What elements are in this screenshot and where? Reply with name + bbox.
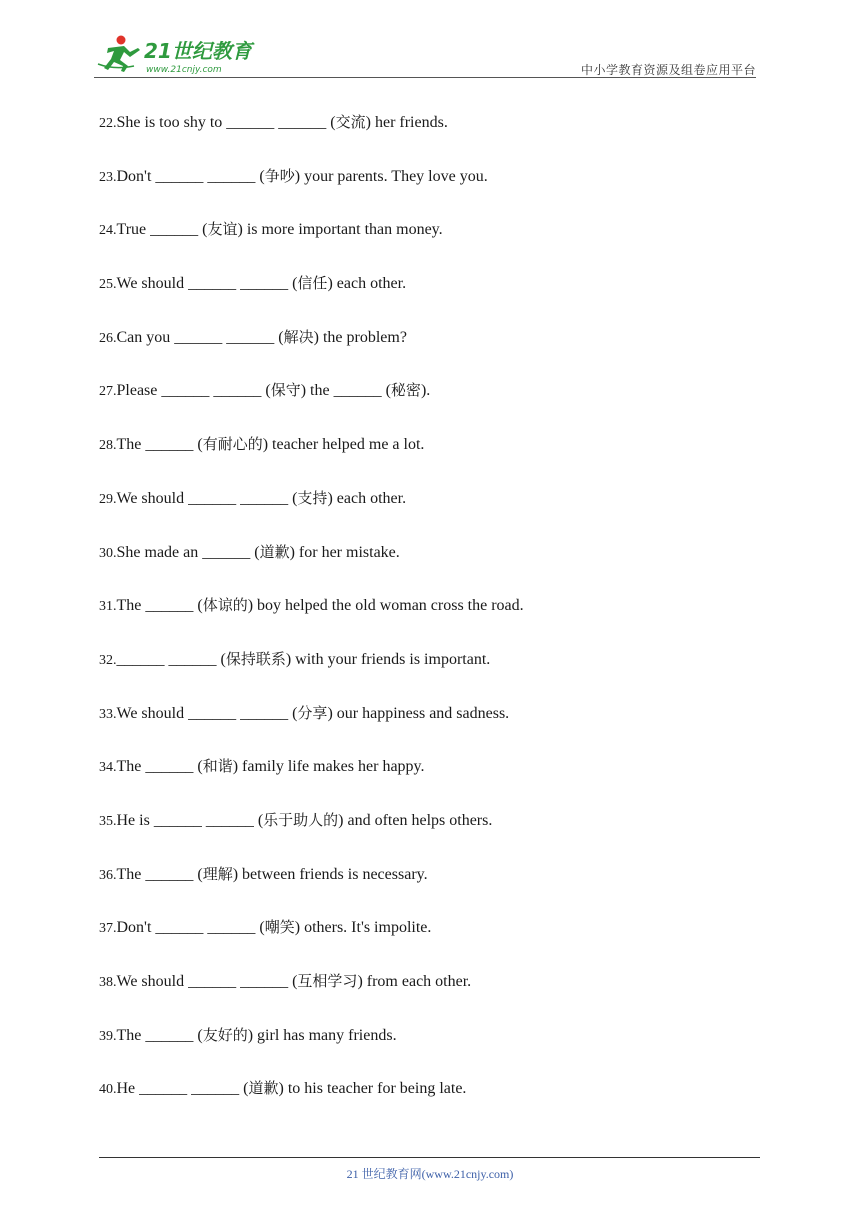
- question-item: [99, 703, 759, 757]
- question-text: ) to his teacher for being late.: [278, 1080, 467, 1098]
- question-number: 39.: [99, 1028, 117, 1044]
- question-number: 35.: [99, 813, 117, 829]
- runner-logo-icon: [94, 34, 264, 76]
- question-text: ) from each other.: [357, 973, 472, 990]
- chinese-hint: 道歉: [259, 542, 290, 561]
- chinese-hint: 嘲笑: [264, 918, 295, 937]
- question-number: 37.: [99, 921, 117, 937]
- chinese-hint: 道歉: [248, 1079, 279, 1098]
- question-text: Can you ______ ______ (: [116, 328, 284, 346]
- question-text: ) for her mistake.: [289, 543, 400, 561]
- question-item: [99, 1078, 759, 1132]
- logo-text: 21世纪教育: [144, 39, 252, 63]
- chinese-hint: 互相学习: [297, 972, 358, 990]
- question-item: [99, 434, 759, 488]
- question-number: 40.: [99, 1082, 117, 1098]
- question-item: [99, 917, 759, 971]
- question-text: ) each other.: [327, 489, 407, 507]
- question-number: 34.: [99, 760, 117, 776]
- header-divider: [94, 77, 756, 78]
- question-number: 36.: [99, 867, 117, 883]
- question-number: 27.: [99, 384, 117, 400]
- question-item: [99, 595, 759, 649]
- chinese-hint: 解决: [283, 327, 314, 346]
- chinese-hint: 友谊: [207, 220, 238, 239]
- chinese-hint: 友好的: [202, 1025, 248, 1044]
- question-text: We should ______ ______ (: [116, 704, 298, 722]
- question-text: True ______ (: [116, 221, 208, 239]
- question-text: ) others. It's impolite.: [294, 919, 432, 937]
- question-text: ) with your friends is important.: [285, 650, 491, 668]
- question-text: The ______ (: [116, 758, 203, 776]
- question-text: The ______ (: [116, 597, 203, 615]
- question-text: He is ______ ______ (: [116, 811, 264, 829]
- question-text: ) the problem?: [313, 328, 407, 346]
- question-text: ) is more important than money.: [237, 221, 443, 239]
- question-item: [99, 810, 759, 864]
- question-text: Please ______ ______ (: [116, 382, 271, 400]
- question-number: 22.: [99, 116, 117, 131]
- logo-url-text: www.21cnjy.com: [146, 65, 222, 75]
- question-item: [99, 649, 759, 703]
- footer-divider: [99, 1157, 760, 1158]
- question-number: 28.: [99, 438, 117, 454]
- question-text: The ______ (: [116, 1026, 203, 1044]
- question-text: ).: [420, 382, 431, 400]
- question-item: [99, 488, 759, 542]
- question-item: [99, 327, 759, 381]
- question-number: 26.: [99, 330, 117, 346]
- footer-source: 21 世纪教育网(www.21cnjy.com): [346, 1167, 514, 1181]
- question-item: [99, 273, 759, 327]
- platform-name: 中小学教育资源及组卷应用平台: [580, 63, 756, 77]
- chinese-hint: 信任: [297, 274, 328, 293]
- question-text: ) your parents. They love you.: [294, 167, 488, 185]
- question-item: [99, 112, 759, 166]
- question-number: 33.: [99, 706, 117, 722]
- chinese-hint: 支持: [297, 488, 328, 507]
- question-item: [99, 380, 759, 434]
- question-text: We should ______ ______ (: [116, 489, 298, 507]
- question-number: 24.: [99, 223, 117, 239]
- question-number: 23.: [99, 169, 117, 185]
- question-text: ) and often helps others.: [338, 811, 493, 829]
- question-item: [99, 971, 759, 1025]
- question-text: ) each other.: [327, 275, 407, 293]
- chinese-hint: 保守: [270, 381, 301, 400]
- question-text: ) the ______ (: [300, 382, 391, 400]
- chinese-hint: 争吵: [264, 166, 295, 185]
- question-number: 25.: [99, 277, 117, 293]
- question-text: We should ______ ______ (: [116, 973, 298, 990]
- question-number: 32.: [99, 652, 117, 668]
- question-text: ______ ______ (: [116, 650, 226, 668]
- site-logo: [94, 34, 264, 76]
- question-text: We should ______ ______ (: [116, 275, 298, 293]
- question-item: [99, 864, 759, 918]
- question-text: Don't ______ ______ (: [116, 919, 265, 937]
- question-text: ) girl has many friends.: [247, 1026, 397, 1044]
- question-item: [99, 542, 759, 596]
- question-text: She is too shy to ______ ______ (: [116, 114, 336, 131]
- question-text: ) our happiness and sadness.: [327, 704, 510, 722]
- question-text: The ______ (: [116, 436, 203, 454]
- question-text: ) boy helped the old woman cross the road.: [247, 597, 524, 615]
- page-header: [94, 34, 756, 78]
- question-item: [99, 219, 759, 273]
- question-text: He ______ ______ (: [116, 1080, 249, 1098]
- question-text: Don't ______ ______ (: [116, 167, 265, 185]
- chinese-hint: 乐于助人的: [263, 810, 339, 829]
- chinese-hint: 理解: [202, 864, 233, 883]
- question-number: 29.: [99, 491, 117, 507]
- question-text: ) between friends is necessary.: [232, 865, 428, 883]
- chinese-hint: 交流: [335, 113, 366, 131]
- question-number: 31.: [99, 599, 117, 615]
- chinese-hint: 保持联系: [225, 649, 286, 668]
- question-text: She made an ______ (: [116, 543, 260, 561]
- chinese-hint: 和谐: [202, 757, 233, 776]
- question-list: [99, 112, 759, 1132]
- question-number: 38.: [99, 975, 117, 990]
- chinese-hint: 体谅的: [202, 596, 248, 615]
- question-text: ) her friends.: [365, 114, 448, 131]
- question-text: ) family life makes her happy.: [232, 758, 425, 776]
- question-item: [99, 756, 759, 810]
- question-item: [99, 1025, 759, 1079]
- question-item: [99, 166, 759, 220]
- chinese-hint: 分享: [297, 703, 328, 722]
- chinese-hint: 秘密: [390, 381, 421, 400]
- question-text: The ______ (: [116, 865, 203, 883]
- chinese-hint: 有耐心的: [202, 435, 263, 454]
- question-number: 30.: [99, 545, 117, 561]
- question-text: ) teacher helped me a lot.: [262, 436, 425, 454]
